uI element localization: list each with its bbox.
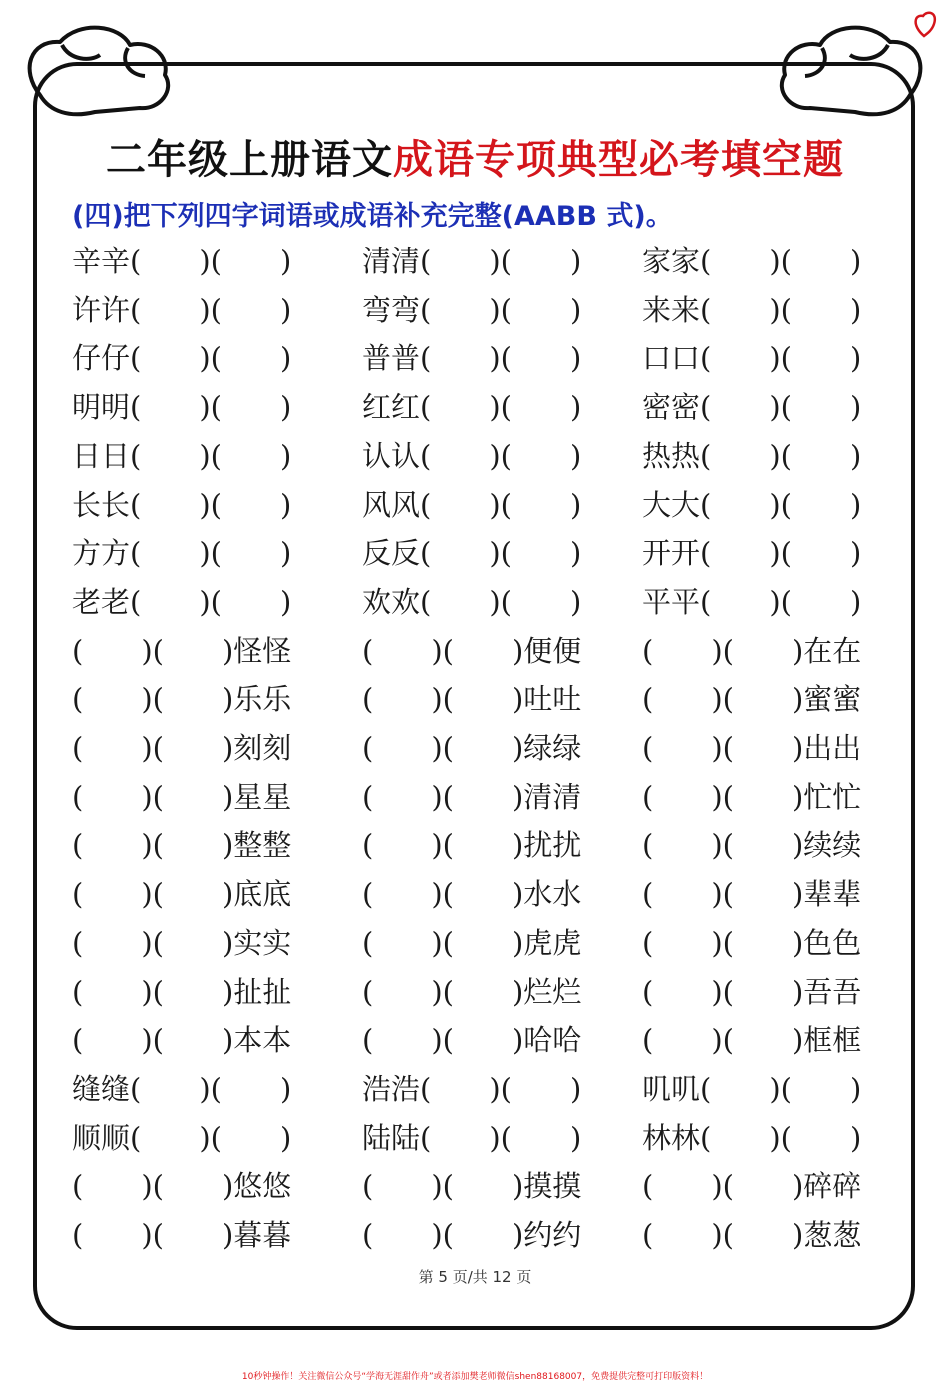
fill-in-item[interactable]: ( )( )约约 [362,1218,582,1252]
exercise-row [0,821,950,869]
fill-in-item[interactable]: 密密( )( ) [642,390,862,425]
page-number: 第 5 页/共 12 页 [418,1268,532,1286]
exercise-row [0,773,950,821]
page-title [0,128,950,185]
fill-in-item[interactable]: 欢欢( )( ) [362,584,582,619]
exercise-row [0,286,950,334]
fill-in-item[interactable]: ( )( )怪怪 [72,633,292,668]
fill-in-item[interactable]: ( )( )色色 [642,925,862,960]
fill-in-item[interactable]: ( )( )忙忙 [642,779,862,814]
exercise-row [0,1016,950,1064]
fill-in-item[interactable]: ( )( )实实 [72,925,292,960]
fill-in-item[interactable]: 顺顺( )( ) [72,1120,292,1155]
fill-in-item[interactable]: 清清( )( ) [362,244,582,278]
exercise-row [0,1162,950,1210]
fill-in-item[interactable]: ( )( )本本 [72,1023,292,1058]
exercise-row [0,968,950,1016]
fill-in-item[interactable]: 辛辛( )( ) [72,244,292,278]
exercise-row [0,481,950,529]
exercise-row [0,334,950,382]
fill-in-item[interactable]: 平平( )( ) [642,584,862,619]
fill-in-item[interactable]: ( )( )扰扰 [362,828,582,863]
fill-in-item[interactable]: ( )( )底底 [72,877,292,912]
fill-in-item[interactable]: 浩浩( )( ) [362,1071,582,1106]
bottom-note: 10秒钟操作！关注微信公众号“学海无涯甜作舟”或者添加樊老师微信shen88168007，免费提供完整可打印版资料！ [241,1372,709,1382]
exercise-row [0,1114,950,1162]
fill-in-item[interactable]: ( )( )绿绿 [362,731,582,765]
fill-in-item[interactable]: ( )( )出出 [642,731,862,765]
exercise-row [0,237,950,285]
exercise-row [0,1065,950,1113]
fill-in-item[interactable]: ( )( )暮暮 [72,1218,292,1252]
fill-in-item[interactable]: ( )( )葱葱 [642,1218,862,1252]
fill-in-item[interactable]: 明明( )( ) [72,390,292,425]
exercise-row [0,724,950,772]
fill-in-item[interactable]: ( )( )清清 [362,779,582,814]
fill-in-item[interactable]: 许许( )( ) [72,292,292,327]
exercise-row [0,870,950,918]
fill-in-item[interactable]: 长长( )( ) [72,487,292,522]
fill-in-item[interactable]: ( )( )在在 [642,633,862,668]
fill-in-item[interactable]: 仔仔( )( ) [72,341,292,376]
fill-in-item[interactable]: 来来( )( ) [642,292,862,327]
fill-in-item[interactable]: ( )( )续续 [642,828,862,863]
exercise-row [0,1211,950,1259]
heart-icon [916,13,935,36]
fill-in-item[interactable]: ( )( )吾吾 [642,974,862,1009]
fill-in-item[interactable]: 大大( )( ) [642,487,862,522]
fill-in-item[interactable]: ( )( )星星 [72,779,292,814]
exercise-row [0,529,950,577]
fill-in-item[interactable]: 陆陆( )( ) [362,1120,582,1155]
exercise-row [0,383,950,431]
title-red: 成语专项典型必考填空题 [393,137,844,183]
fill-in-item[interactable]: ( )( )碎碎 [642,1169,862,1204]
title-black: 二年级上册语文 [106,137,393,183]
fill-in-item[interactable]: 反反( )( ) [362,536,582,571]
fill-in-item[interactable]: 老老( )( ) [72,584,292,619]
exercise-row [0,675,950,723]
fill-in-item[interactable]: ( )( )哈哈 [362,1023,582,1058]
exercise-row [0,432,950,480]
fill-in-item[interactable]: ( )( )吐吐 [362,682,582,717]
fill-in-item[interactable]: ( )( )蜜蜜 [642,682,862,717]
fill-in-item[interactable]: ( )( )乐乐 [72,682,292,717]
fill-in-item[interactable]: ( )( )烂烂 [362,974,582,1009]
fill-in-item[interactable]: ( )( )便便 [362,633,582,668]
fill-in-item[interactable]: ( )( )刻刻 [72,731,292,765]
fill-in-item[interactable]: 普普( )( ) [362,341,582,376]
fill-in-item[interactable]: 方方( )( ) [72,536,292,571]
exercise-row [0,578,950,626]
fill-in-item[interactable]: ( )( )辈辈 [642,877,862,912]
fill-in-item[interactable]: 林林( )( ) [642,1120,862,1155]
fill-in-item[interactable]: 风风( )( ) [362,487,582,522]
exercise-row [0,627,950,675]
fill-in-item[interactable]: 认认( )( ) [362,438,582,473]
exercise-row [0,919,950,967]
fill-in-item[interactable]: ( )( )水水 [362,877,582,912]
fill-in-item[interactable]: 红红( )( ) [362,390,582,425]
fill-in-item[interactable]: ( )( )整整 [72,828,292,863]
fill-in-item[interactable]: 日日( )( ) [72,438,292,473]
fill-in-item[interactable]: 家家( )( ) [642,244,862,278]
fill-in-item[interactable]: 缝缝( )( ) [72,1071,292,1106]
fill-in-item[interactable]: ( )( )虎虎 [362,925,582,960]
fill-in-item[interactable]: ( )( )悠悠 [72,1169,292,1204]
fill-in-item[interactable]: 叽叽( )( ) [642,1071,862,1106]
fill-in-item[interactable]: ( )( )框框 [642,1023,862,1058]
fill-in-item[interactable]: 热热( )( ) [642,438,862,473]
fill-in-item[interactable]: ( )( )摸摸 [362,1169,582,1204]
fill-in-item[interactable]: 弯弯( )( ) [362,292,582,327]
fill-in-item[interactable]: ( )( )扯扯 [72,974,292,1009]
exercise-instruction: (四)把下列四字词语或成语补充完整(AABB 式)。 [72,201,673,232]
fill-in-item[interactable]: 开开( )( ) [642,536,862,571]
fill-in-item[interactable]: 口口( )( ) [642,341,862,376]
